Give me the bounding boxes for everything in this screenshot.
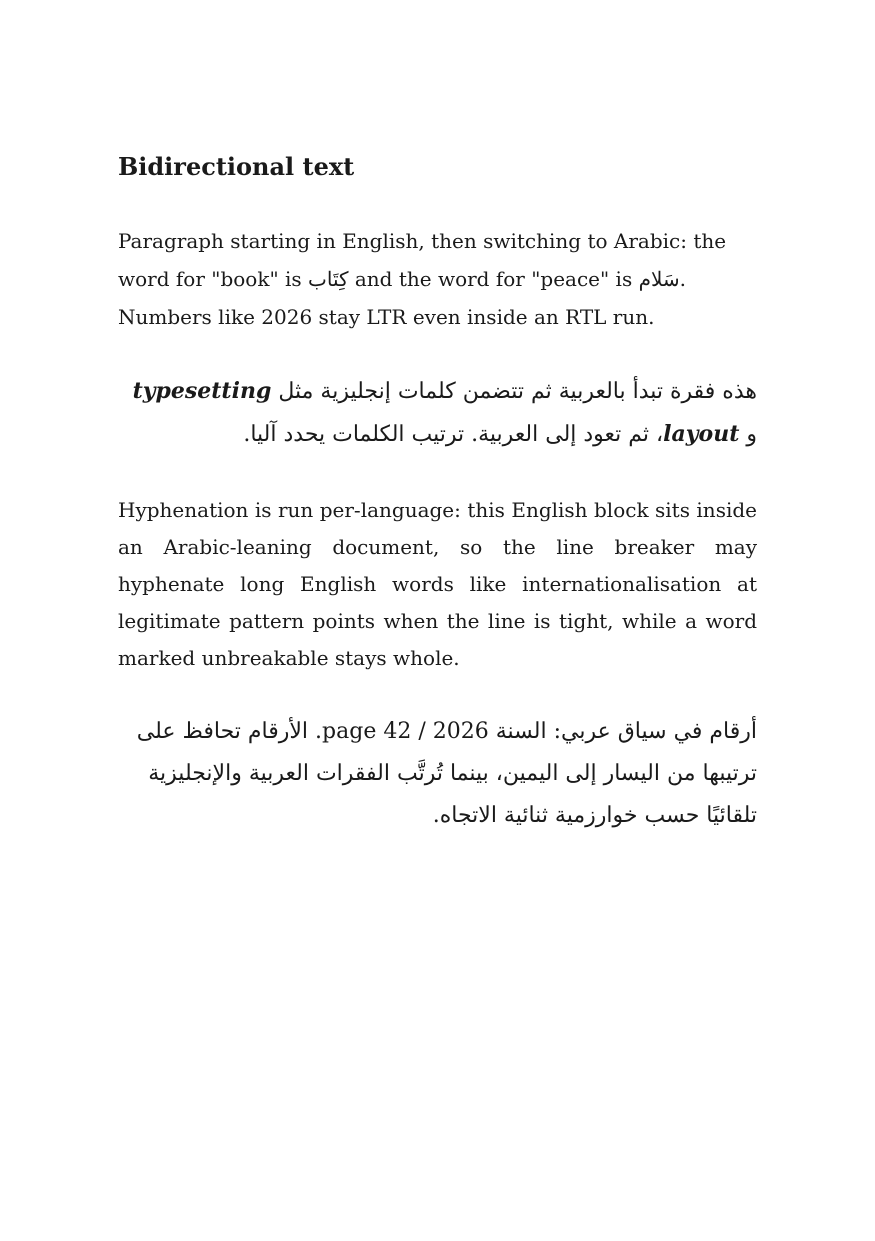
paragraph-text: هذه فقرة تبدأ بالعربية ثم تتضمن كلمات إنجليزية مثل: [271, 379, 757, 404]
document-page: [118, 150, 757, 837]
english-term-page: page 42: [322, 719, 412, 744]
paragraph-text: Paragraph starting in English, then switching to Arabic: the word for "book" is: [118, 229, 727, 291]
english-term-layout: layout: [663, 421, 740, 447]
arabic-word-book: كِتَاب: [308, 267, 349, 291]
paragraph-arabic-english: [118, 370, 757, 456]
paragraph-text: و: [739, 422, 757, 447]
paragraph-english-arabic: [118, 222, 757, 336]
paragraph-text: . الأرقام تحافظ على ترتيبها من اليسار إلى اليمين، بينما تُرتَّب الفقرات العربية والإنجليزية تلقائيًا حسب خوارزمية ثنائية الاتجاه.: [136, 719, 757, 828]
paragraph-text: and the word for "peace" is: [348, 267, 639, 291]
arabic-word-peace: سَلام: [638, 267, 680, 291]
section-heading: Bidirectional text: [118, 152, 355, 181]
paragraph-text: . Numbers like 2026 stay LTR even inside an RTL run.: [118, 267, 687, 329]
paragraph-text: أرقام في سياق عربي: السنة 2026 /: [411, 719, 757, 744]
paragraph-text: ، ثم تعود إلى العربية. ترتيب الكلمات يحدد آليا.: [243, 422, 664, 447]
english-term-typesetting: typesetting: [132, 378, 272, 404]
paragraph-arabic-numbers: [118, 711, 757, 837]
paragraph-hyphenation: Hyphenation is run per-language: this English block sits inside an Arabic-leaning document, so the line breaker may hyphenate long English words like internationalisation at legitimate pattern points when the line is tight, while a word marked unbreakable stays whole.: [118, 498, 757, 670]
